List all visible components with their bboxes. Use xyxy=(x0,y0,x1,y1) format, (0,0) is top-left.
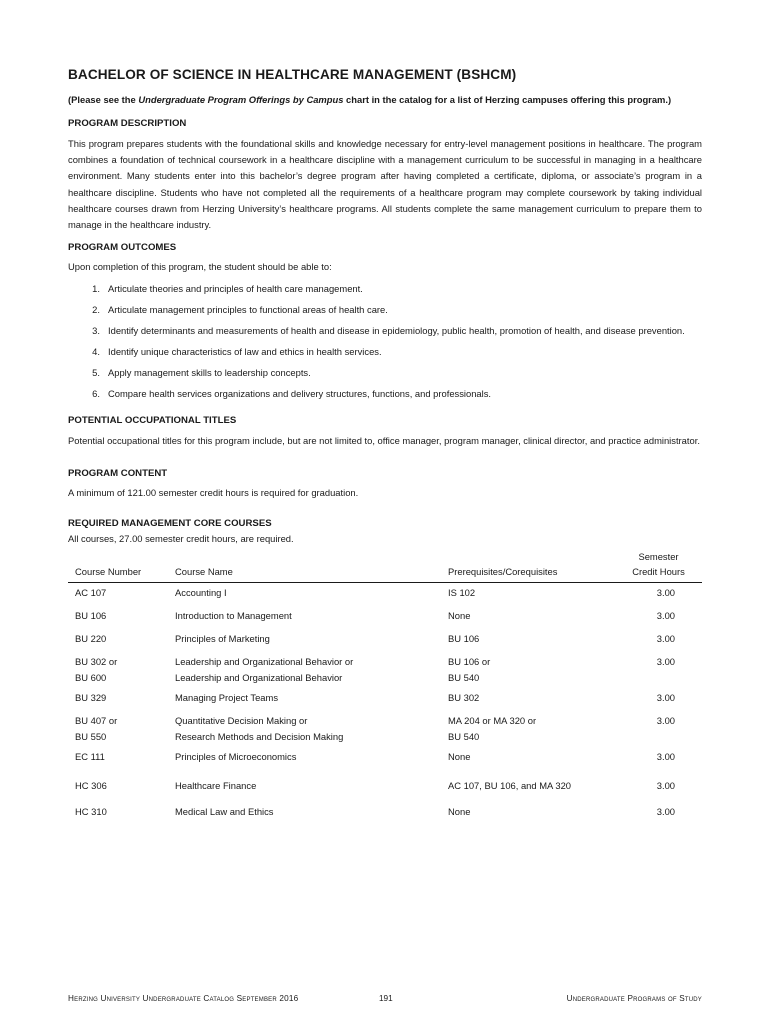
course-prereq: AC 107, BU 106, and MA 320 xyxy=(448,780,571,792)
course-number xyxy=(68,654,175,690)
course-number: BU 106 xyxy=(75,610,107,622)
course-prereq-line2: BU 540 xyxy=(448,672,480,684)
course-number-line2: BU 550 xyxy=(75,731,107,743)
course-credits: 3.00 xyxy=(656,692,675,704)
course-name: Principles of Marketing xyxy=(175,633,270,645)
footer-section-title: Undergraduate Programs of Study xyxy=(566,994,702,1003)
course-number: HC 306 xyxy=(75,780,107,792)
course-name xyxy=(175,713,448,749)
outcomes-heading: PROGRAM OUTCOMES xyxy=(68,242,177,254)
campus-note xyxy=(68,93,702,106)
course-number-line1: BU 407 or xyxy=(75,715,118,727)
course-prereq: IS 102 xyxy=(448,587,476,599)
course-credits: 3.00 xyxy=(656,715,675,727)
item-number: 5. xyxy=(92,367,100,379)
table-row xyxy=(68,749,702,778)
course-credits: 3.00 xyxy=(656,806,675,818)
course-name-line2: Leadership and Organizational Behavior xyxy=(175,672,343,684)
list-item xyxy=(68,344,702,360)
list-item xyxy=(68,281,702,297)
course-number: HC 310 xyxy=(75,806,107,818)
course-name: Healthcare Finance xyxy=(175,780,257,792)
item-text: Identify unique characteristics of law and ethics in health services. xyxy=(108,346,382,358)
item-number: 6. xyxy=(92,388,100,400)
col-prerequisites: Prerequisites/Corequisites xyxy=(448,566,558,578)
course-prereq-line1: BU 106 or xyxy=(448,656,491,668)
campus-note-pre: (Please see the xyxy=(68,94,139,105)
course-prereq: None xyxy=(448,806,471,818)
course-prereq: BU 302 xyxy=(448,692,480,704)
course-credits: 3.00 xyxy=(656,780,675,792)
core-courses-table xyxy=(68,549,702,824)
course-number: AC 107 xyxy=(75,587,107,599)
content-text: A minimum of 121.00 semester credit hours is required for graduation. xyxy=(68,486,359,498)
footer-catalog-title: Herzing University Undergraduate Catalog September 2016 xyxy=(68,994,299,1003)
list-item xyxy=(68,302,702,318)
content-heading: PROGRAM CONTENT xyxy=(68,467,168,479)
outcomes-list xyxy=(68,281,702,402)
occupational-text: Potential occupational titles for this program include, but are not limited to, office manager, program manager, clinical director, and practice administrator. xyxy=(68,435,700,447)
course-prereq xyxy=(448,713,623,749)
table-row xyxy=(68,583,702,609)
occupational-heading: POTENTIAL OCCUPATIONAL TITLES xyxy=(68,415,237,427)
page-title: BACHELOR OF SCIENCE IN HEALTHCARE MANAGEMENT (BSHCM) xyxy=(68,67,517,82)
course-prereq: None xyxy=(448,751,471,763)
item-number: 2. xyxy=(92,304,100,316)
course-name-line1: Leadership and Organizational Behavior or xyxy=(175,656,354,668)
table-row xyxy=(68,778,702,804)
course-name-line2: Research Methods and Decision Making xyxy=(175,731,344,743)
table-row xyxy=(68,713,702,749)
list-item xyxy=(68,365,702,381)
core-heading: REQUIRED MANAGEMENT CORE COURSES xyxy=(68,517,272,529)
course-name: Introduction to Management xyxy=(175,610,292,622)
item-number: 3. xyxy=(92,325,100,337)
list-item xyxy=(68,323,702,339)
list-item xyxy=(68,386,702,402)
course-number-line1: BU 302 or xyxy=(75,656,118,668)
credit-hours-line2: Credit Hours xyxy=(632,566,685,578)
core-text: All courses, 27.00 semester credit hours, are required. xyxy=(68,532,294,544)
footer-page-number: 191 xyxy=(379,994,393,1003)
course-prereq xyxy=(448,654,623,690)
course-number xyxy=(68,713,175,749)
item-text: Identify determinants and measurements of health and disease in epidemiology, public health, promotion of health, and disease prevention. xyxy=(108,325,685,337)
course-number: BU 220 xyxy=(75,633,107,645)
course-prereq-line1: MA 204 or MA 320 or xyxy=(448,715,537,727)
table-row xyxy=(68,608,702,631)
item-text: Articulate theories and principles of health care management. xyxy=(108,283,363,295)
campus-note-post: chart in the catalog for a list of Herzing campuses offering this program.) xyxy=(343,94,672,105)
col-course-number: Course Number xyxy=(75,566,142,578)
item-text: Apply management skills to leadership concepts. xyxy=(108,367,311,379)
course-name: Principles of Microeconomics xyxy=(175,751,297,763)
outcomes-intro: Upon completion of this program, the student should be able to: xyxy=(68,261,332,273)
course-credits: 3.00 xyxy=(656,610,675,622)
col-credit-hours xyxy=(623,549,702,583)
table-row xyxy=(68,690,702,713)
course-name: Medical Law and Ethics xyxy=(175,806,274,818)
item-number: 4. xyxy=(92,346,100,358)
description-heading: PROGRAM DESCRIPTION xyxy=(68,118,187,129)
page-footer xyxy=(68,994,702,1008)
course-name-line1: Quantitative Decision Making or xyxy=(175,715,308,727)
col-course-name: Course Name xyxy=(175,566,233,578)
campus-note-emphasis: Undergraduate Program Offerings by Campus xyxy=(138,94,344,105)
course-name: Managing Project Teams xyxy=(175,692,279,704)
course-number: EC 111 xyxy=(75,751,105,763)
course-number: BU 329 xyxy=(75,692,107,704)
course-prereq: None xyxy=(448,610,471,622)
course-prereq: BU 106 xyxy=(448,633,480,645)
table-row xyxy=(68,804,702,824)
credit-hours-line1: Semester xyxy=(638,551,679,563)
course-name: Accounting I xyxy=(175,587,227,599)
course-credits: 3.00 xyxy=(656,587,675,599)
item-text: Compare health services organizations and delivery structures, functions, and professionals. xyxy=(108,388,492,400)
course-credits: 3.00 xyxy=(656,633,675,645)
table-header-row xyxy=(68,549,702,583)
course-prereq-line2: BU 540 xyxy=(448,731,480,743)
item-number: 1. xyxy=(92,283,100,295)
table-row xyxy=(68,654,702,690)
course-credits: 3.00 xyxy=(656,751,675,763)
description-text: This program prepares students with the foundational skills and knowledge necessary for entry-level management positions in healthcare. The program combines a foundation of technical coursework in a healthcare discipline with a management curriculum to be successful in managing in a healthcare environment. Many students enter into this bachelor’s degree program after having completed a certificate, diploma, or associate’s program in a healthcare discipline. Students who have not completed all the requirements of a healthcare program may complete coursework by taking individual healthcare courses drawn from Herzing University’s healthcare programs. All students complete the same management curriculum to prepare them to manage in the healthcare industry. xyxy=(68,138,702,231)
course-name xyxy=(175,654,448,690)
catalog-page xyxy=(68,66,702,824)
item-text: Articulate management principles to functional areas of health care. xyxy=(108,304,388,316)
course-credits: 3.00 xyxy=(656,656,675,668)
course-number-line2: BU 600 xyxy=(75,672,107,684)
table-row xyxy=(68,631,702,654)
